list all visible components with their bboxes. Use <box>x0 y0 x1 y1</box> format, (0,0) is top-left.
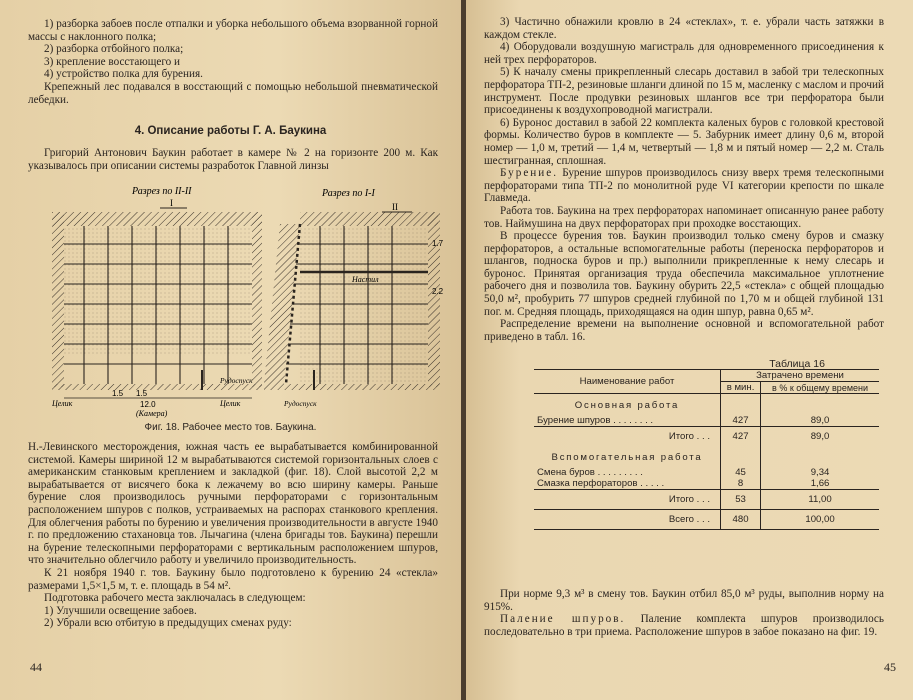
cell-pct: 100,00 <box>761 510 879 530</box>
intro-paragraph <box>28 147 438 172</box>
cell-name: Итого . . . <box>534 490 721 510</box>
rudospusk-label-2: Рудоспуск <box>284 399 317 408</box>
cell-pct: 89,0 <box>761 427 879 447</box>
paleniye-text: Паление комплекта шпуров производилось последовательно в три приема. Расположение шпуров в забое показано на фиг. 19. <box>484 613 885 638</box>
cell-pct: 9,34 <box>761 467 879 478</box>
mine-section-figure <box>52 184 444 418</box>
section-label-right: Разрез по I-I <box>322 188 375 199</box>
bureniye-lead: Бурение. <box>500 167 559 180</box>
paragraph: При норме 9,3 м³ в смену тов. Баукин отбил 85,0 м³ руды, выполнив норму на 915%. <box>484 588 884 613</box>
col-header-name: Наименование работ <box>534 370 721 394</box>
table-row <box>534 510 879 530</box>
ore-body-left <box>64 226 252 354</box>
cell-name: Смазка перфораторов . . . . . <box>537 478 665 489</box>
hatched-rock-top-left <box>52 212 262 226</box>
section-label-left: Разрез по II-II <box>132 186 192 197</box>
list-item: 2) Убрали всю отбитую в предыдущих сменах руду: <box>44 617 292 630</box>
cell-min: 427 <box>721 415 761 427</box>
table-title: Таблица 16 <box>769 358 825 370</box>
paragraph: Н.-Левинского месторождения, южная часть ее вырабатывается комбинированной системой. Камеры шириной 12 м вырабатываются системой горизонтальных слоев с американским станковым креплением и закладкой (фиг. 18). Слой высотой 2,2 м вырабатывается от висячего бока к лежачему во всю ширину камеры. Раньше бурение слоя производилось ручными перфораторами с горизонтальным расположением шпуров с полков, устраиваемых на распорах станкового крепления. Для облегчения работы по бурению и увеличения производительности в августе 1940 г. по предложению стахановца тов. Лычагина (члена бригады тов. Баукина) перешли на бурение телескопными перфораторами с вертикальным расположением шпуров, что значительно облегчило работу и увеличило производительность. <box>28 441 438 567</box>
cell-name: Итого . . . <box>534 427 721 447</box>
list-item: 5) К началу смены прикрепленный слесарь доставил в забой три телескопных перфоратора ТП-2, резиновые шланги длиной по 15 м, масленку с маслом и прочий инструмент. После продувки резиновых шлангов все три перфоратора были присоединены к воздухопроводной магистрали. <box>484 66 884 117</box>
left-bottom-text <box>28 441 438 630</box>
table-row <box>534 478 879 490</box>
marker-i: I <box>170 198 173 208</box>
time-distribution-table <box>534 369 879 530</box>
bureniye-text: Бурение шпуров производилось снизу вверх тремя телескопными перфораторами типа ТП-2 по монолитной руде VI категории крепости по шкале Главмеда. <box>484 167 884 205</box>
paragraph: Крепежный лес подавался в восстающий с помощью небольшой пневматической лебедки. <box>28 80 438 106</box>
left-top-text <box>28 18 438 106</box>
paragraph: Подготовка рабочего места заключалась в следующем: <box>44 592 306 605</box>
list-item: 6) Буронос доставил в забой 22 комплекта каленых буров с головкой крестовой формы. Количество буров в комплекте — 5. Забурник имеет длину 0,6 м, второй номер — 1,0 м, третий — 1,4 м, четвертый — 1,8 м и пятый номер — 2,2 м. Сталь шестигранная, сплошная. <box>484 116 884 167</box>
right-top-text <box>484 16 884 343</box>
figure-caption: Фиг. 18. Рабочее место тов. Баукина. <box>144 422 317 433</box>
cell-min: 45 <box>721 467 761 478</box>
table-row <box>534 415 879 427</box>
paragraph: Работа тов. Баукина на трех перфораторах напоминает описанную ранее работу тов. Наймушина на двух перфораторах при проходке восстающих. <box>484 204 884 230</box>
list-item: 3) крепление восстающего и <box>44 55 181 68</box>
table-row <box>534 467 879 478</box>
cell-min: 53 <box>721 490 761 510</box>
rudospusk-label-1: Рудоспуск <box>220 376 253 385</box>
table-header-row <box>534 370 879 382</box>
list-item: 2) разборка отбойного полка; <box>44 43 184 56</box>
marker-ii: II <box>392 202 398 212</box>
paragraph: К 21 ноября 1940 г. тов. Баукину было подготовлено к бурению 24 «стекла» размерами 1,5×1,5 м, т. е. площадь в 54 м². <box>28 566 438 592</box>
kamera-label: (Камера) <box>136 409 168 418</box>
list-item: 4) Оборудовали воздушную магистраль для одновременного присоединения к ней трех перфораторов. <box>484 41 884 66</box>
page-number-left: 44 <box>30 660 42 674</box>
celik-label-1: Целик <box>52 399 73 408</box>
cell-min: 8 <box>721 478 761 490</box>
table-row <box>534 427 879 447</box>
right-bottom-text <box>484 588 884 638</box>
hatched-rock-side-right <box>252 212 262 387</box>
section-row <box>534 446 879 467</box>
paragraph <box>484 613 884 638</box>
ore-body-right <box>300 226 428 384</box>
col-header-min: в мин. <box>721 382 761 394</box>
cell-pct: 89,0 <box>761 415 879 427</box>
cell-pct: 11,00 <box>761 490 879 510</box>
list-item: 1) разборка забоев после отпалки и уборка небольшого объема взорванной горной массы с наклонного полка; <box>28 18 438 43</box>
cell-name: Бурение шпуров . . . . . . . . <box>537 415 654 426</box>
list-item: 3) Частично обнажили кровлю в 24 «стеклах», т. е. убрали часть затяжки в каждом стекле. <box>484 16 884 41</box>
paragraph: Григорий Антонович Баукин работает в камере № 2 на горизонте 200 м. Как указывалось при описании системы разработок Главной линзы <box>28 147 438 172</box>
paragraph: Распределение времени на выполнение основной и вспомогательной работ приведено в табл. 16. <box>484 318 884 343</box>
right-page <box>466 0 913 700</box>
section-row <box>534 394 879 416</box>
hatched-rock-top-right <box>300 212 438 226</box>
section-heading: 4. Описание работы Г. А. Баукина <box>134 125 327 137</box>
paragraph: В процессе бурения тов. Баукин производил только смену буров и смазку перфораторов, а остальные вспомогательные работы (переноска перфораторов и шлангов, подноска буров и пр.) выполнили прикрепленные к нему слесарь и буронос. Принятая организация труда обеспечила максимальное уплотнение рабочего дня и позволила тов. Баукину обурить 22,5 «стекла» с общей площадью 50,0 м², пробурить 77 шпуров средней глубиной по 1,70 м и общей глубиной 131 пог. м. Средняя площадь, приходящаяся на один шпур, равна 0,65 м². <box>484 230 884 318</box>
table-row <box>534 490 879 510</box>
paleniye-lead: Палениe шпуров. <box>500 613 626 626</box>
dim-2-2: 2.2 <box>432 287 444 296</box>
list-item: 1) Улучшили освещение забоев. <box>44 604 197 617</box>
section-main: Основная работа <box>574 400 680 411</box>
cell-min: 427 <box>721 427 761 447</box>
page-number-right: 45 <box>884 660 896 674</box>
cell-min: 480 <box>721 510 761 530</box>
cell-pct: 1,66 <box>761 478 879 490</box>
dim-1-7: 1.7 <box>432 239 444 248</box>
col-header-pct: в % к общему времени <box>761 382 879 394</box>
dim-12: 12.0 <box>140 400 156 409</box>
celik-label-2: Целик <box>220 399 241 408</box>
col-header-spent: Затрачено времени <box>721 370 880 382</box>
nastil-label: Настил <box>352 275 379 284</box>
section-aux: Вспомогательная работа <box>551 452 703 463</box>
cell-name: Всего . . . <box>534 510 721 530</box>
hatched-rock-side-left <box>52 212 64 387</box>
cell-name: Смена буров . . . . . . . . . <box>537 467 643 478</box>
paragraph <box>484 167 884 205</box>
floor-right <box>264 384 440 390</box>
dim-1-5-a: 1.5 <box>112 389 124 398</box>
dim-1-5-b: 1.5 <box>136 389 148 398</box>
list-item: 4) устройство полка для бурения. <box>44 68 203 81</box>
